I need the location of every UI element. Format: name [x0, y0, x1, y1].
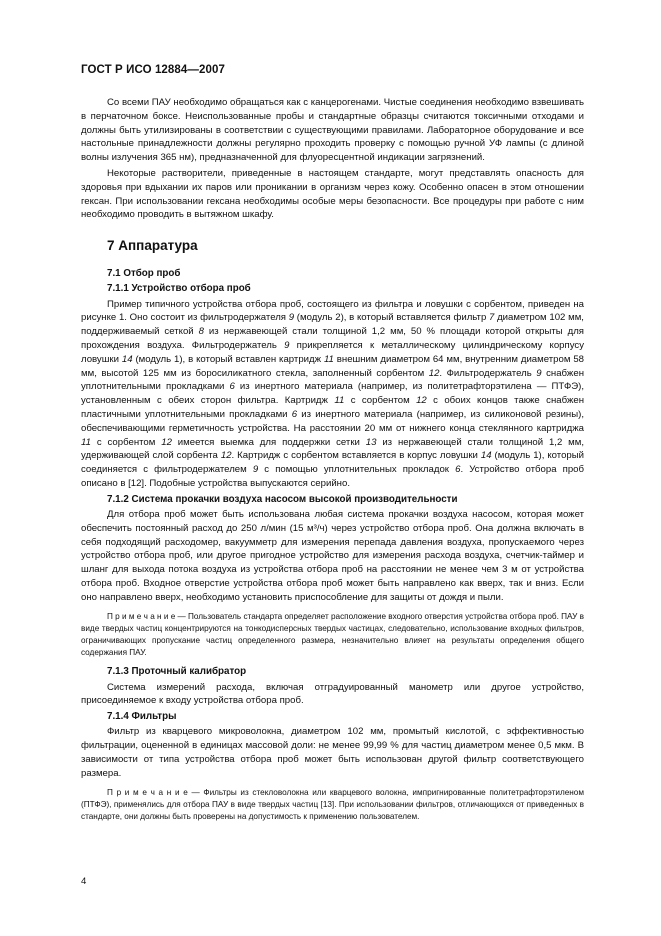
paragraph-flow-calibrator: Система измерений расхода, включая отградуированный манометр или другое устройство, присоединяемое к входу устройства отбора проб. — [81, 681, 584, 707]
paragraph-filters: Фильтр из кварцевого микроволокна, диаметром 102 мм, промытый кислотой, с эффективностью фильтрации, оцененной в единицах массовой доли: не менее 99,99 % для частиц диаметром менее 0,5 мкм. В зависимости от типа устройства отбора проб может быть использован другой фильтр соответствующего размера. — [81, 726, 584, 779]
paragraph-solvents: Некоторые растворители, приведенные в настоящем стандарте, могут представлять опасность для здоровья при вдыхании их паров или проникании в организм через кожу. Особенно опасен в этом отношении гексан. При использовании гексана необходимы особые меры безопасности. Все процедуры при работе с ним необходимо проводить в вытяжном шкафу. — [81, 167, 584, 221]
paragraph-carcinogens: Со всеми ПАУ необходимо обращаться как с канцерогенами. Чистые соединения необходимо взвешивать в перчаточном боксе. Неиспользованные пробы и стандартные образцы считаются токсичными отходами и должны быть утилизированы в соответствии с существующими правилами. Лабораторное оборудование и все настольные принадлежности должны регулярно проходить проверку с помощью ручной УФ лампы (с длиной волны излучения 365 нм), предназначенной для флуоресцентной индикации загрязнений. — [81, 97, 584, 164]
section-7-heading: 7 Аппаратура — [107, 238, 198, 254]
document-body — [81, 96, 584, 829]
document-header: ГОСТ Р ИСО 12884—2007 — [81, 64, 226, 76]
section-7-1-1-heading: 7.1.1 Устройство отбора проб — [107, 283, 251, 295]
section-7-1-2-heading: 7.1.2 Система прокачки воздуха насосом высокой производительности — [107, 493, 458, 505]
note-filters: П р и м е ч а н и е — Фильтры из стекловолокна или кварцевого волокна, импригнированные политетрафторэтиленом (ПТФЭ), применялись для отбора ПАУ в виде твердых частиц [13]. При использовании фильтров, отличающихся от приведенных в стандарте, они должны быть проверены на допустимость к применению пользователем. — [81, 787, 584, 821]
page-number: 4 — [81, 876, 87, 887]
paragraph-pump-system: Для отбора проб может быть использована любая система прокачки воздуха насосом, которая может обеспечить постоянный расход до 250 л/мин (15 м³/ч) через устройство отбора проб. Она должна включать в себя подходящий расходомер, вакуумметр для измерения перепада давления воздуха, пропускаемого через устройство отбора проб, или другое пригодное устройство для измерения расхода воздуха, счетчик-таймер и шланг для выхода потока воздуха из устройства отбора проб на расстоянии не менее чем 3 м от устройства отбора проб. Входное отверстие устройства отбора проб может быть направлено как вверх, так и вниз. Если оно направлено вверх, необходимо установить приспособление для защиты от дождя и пыли. — [81, 508, 584, 603]
section-7-1-3-heading: 7.1.3 Проточный калибратор — [107, 666, 247, 678]
section-7-1-4-heading: 7.1.4 Фильтры — [107, 711, 177, 723]
paragraph-sampler-description: Пример типичного устройства отбора проб, состоящего из фильтра и ловушки с сорбентом, приведен на рисунке 1. Оно состоит из фильтродержателя 9 (модуль 2), в который вставляется фильтр 7 диаметром 102 мм, поддерживаемый сеткой 8 из нержавеющей стали толщиной 1,2 мм, 50 % площади которой открыты для прохождения воздуха. Фильтродержатель 9 прикрепляется к металлическому цилиндрическому корпусу ловушки 14 (модуль 1), в который вставлен картридж 11 внешним диаметром 64 мм, внутренним диаметром 58 мм, высотой 125 мм из боросиликатного стекла, заполненный сорбентом 12. Фильтродержатель 9 снабжен уплотнительными прокладками 6 из инертного материала (например, из политетрафторэтилена — ПТФЭ), установленным с обеих сторон фильтра. Картридж 11 с сорбентом 12 с обоих концов также снабжен пластичными уплотнительными прокладками 6 из инертного материала (например, из силиконовой резины), обеспечивающими герметичность устройства. На расстоянии 20 мм от нижнего конца стеклянного картриджа 11 с сорбентом 12 имеется выемка для поддержки сетки 13 из нержавеющей стали толщиной 1,2 мм, удерживающей слой сорбента 12. Картридж с сорбентом вставляется в корпус ловушки 14 (модуль 1), который соединяется с фильтродержателем 9 с помощью уплотнительных прокладок 6. Устройство отбора проб описано в [12]. Подобные устройства выпускаются серийно. — [81, 298, 585, 489]
section-7-1-heading: 7.1 Отбор проб — [107, 268, 181, 280]
note-inlet-position: П р и м е ч а н и е — Пользователь стандарта определяет расположение входного отверстия устройства отбора проб. ПАУ в виде твердых частиц концентрируются на тонкодисперсных твердых частицах, следовательно, использование входных фильтров, ограничивающих пропускание частиц определенного размера, незначительно влияет на результаты определения общего содержания ПАУ. — [81, 611, 584, 658]
